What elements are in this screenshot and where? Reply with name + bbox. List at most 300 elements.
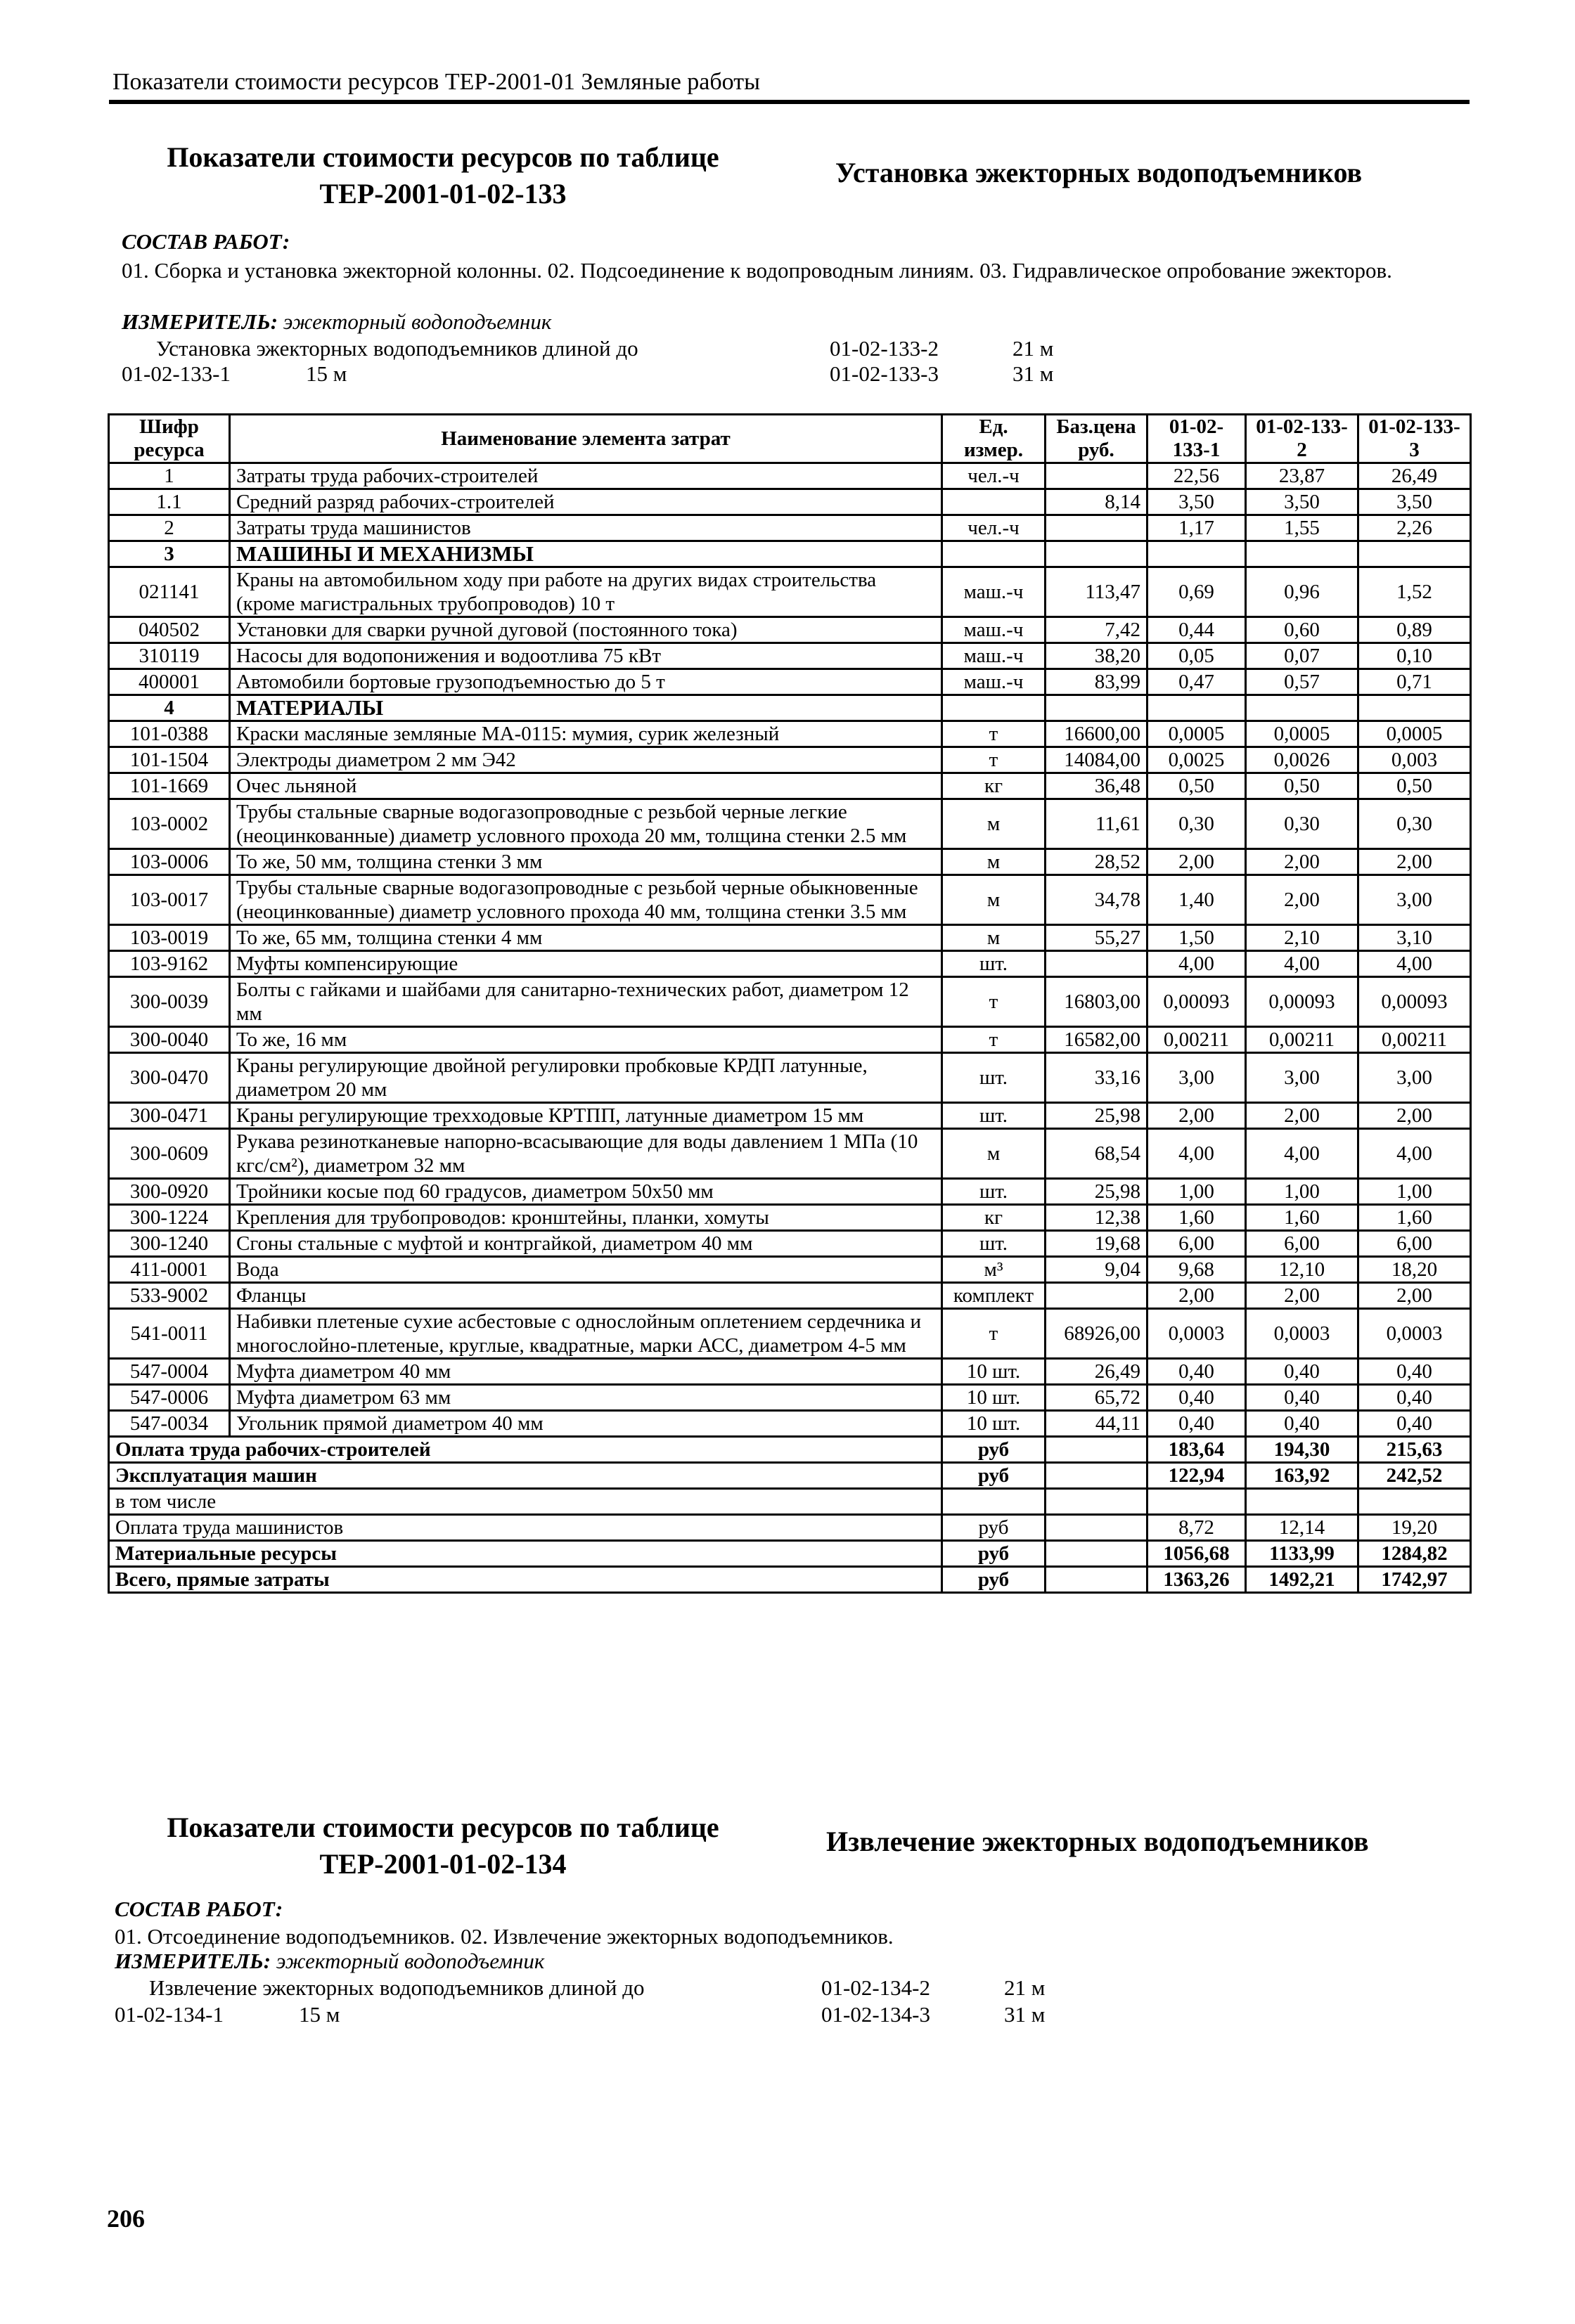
cell-value-2: 0,07 [1246, 643, 1358, 669]
cell-value-3: 1,00 [1358, 1179, 1471, 1205]
cell-code: 300-0039 [109, 977, 230, 1027]
cell-value-2: 0,30 [1246, 799, 1358, 849]
cell-price: 36,48 [1046, 773, 1148, 799]
cell-value-3 [1358, 695, 1471, 721]
cell-code: 533-9002 [109, 1283, 230, 1309]
table-row [109, 773, 1471, 799]
section2-meter-unit: эжекторный водоподъемник [276, 1949, 545, 1973]
cell-price: 25,98 [1046, 1179, 1148, 1205]
section1-work-label: СОСТАВ РАБОТ: [122, 229, 290, 254]
cell-value-1: 0,30 [1148, 799, 1246, 849]
header-price: Баз.цена руб. [1046, 415, 1148, 463]
cell-code: 021141 [109, 567, 230, 617]
cell-value-1: 0,00093 [1148, 977, 1246, 1027]
section1-variant-code: 01-02-133-3 [830, 361, 939, 386]
cell-value-1: 22,56 [1148, 463, 1246, 489]
summary-row [109, 1437, 1471, 1463]
cell-name: Угольник прямой диаметром 40 мм [230, 1411, 942, 1437]
section2-variant-code: 01-02-134-2 [821, 1975, 930, 2000]
cell-unit: чел.-ч [942, 515, 1046, 541]
cell-unit: м [942, 799, 1046, 849]
cell-value-3: 4,00 [1358, 1129, 1471, 1179]
cell-name: Тройники косые под 60 градусов, диаметром 50х50 мм [230, 1179, 942, 1205]
table-row [109, 747, 1471, 773]
cell-value-3: 3,50 [1358, 489, 1471, 515]
cell-value-3: 0,30 [1358, 799, 1471, 849]
section1-variant-code: 01-02-133-2 [830, 336, 939, 361]
section1-meter-label: ИЗМЕРИТЕЛЬ: [122, 309, 278, 334]
cell-value-2: 2,00 [1246, 849, 1358, 875]
section2-heading-line2: ТЕР-2001-01-02-134 [319, 1848, 567, 1880]
cell-unit: т [942, 747, 1046, 773]
table-row [109, 849, 1471, 875]
cell-value-2: 1,60 [1246, 1205, 1358, 1231]
cell-value-1: 0,69 [1148, 567, 1246, 617]
cell-code: 300-0471 [109, 1103, 230, 1129]
cell-price: 7,42 [1046, 617, 1148, 643]
cell-code: 547-0034 [109, 1411, 230, 1437]
section1-heading [155, 139, 731, 212]
cell-value-3: 2,00 [1358, 1283, 1471, 1309]
table-row [109, 1257, 1471, 1283]
header-col3: 01-02-133-3 [1358, 415, 1471, 463]
section2-variants-intro: Извлечение эжекторных водоподъемников длиной до [149, 1975, 645, 2000]
cell-value-1: 1,00 [1148, 1179, 1246, 1205]
cell-value-2 [1246, 695, 1358, 721]
table-section-row [109, 695, 1471, 721]
cell-code: 103-0006 [109, 849, 230, 875]
cell-price: 68926,00 [1046, 1309, 1148, 1359]
cell-code: 103-0019 [109, 925, 230, 951]
cell-value-1: 0,05 [1148, 643, 1246, 669]
cell-value-1: 0,47 [1148, 669, 1246, 695]
table-row [109, 1205, 1471, 1231]
cell-code: 3 [109, 541, 230, 567]
table-row [109, 515, 1471, 541]
cell-value-3: 1,60 [1358, 1205, 1471, 1231]
cell-price: 28,52 [1046, 849, 1148, 875]
summary-value-1 [1148, 1489, 1246, 1515]
section1-heading-line2: ТЕР-2001-01-02-133 [319, 178, 567, 209]
cell-price: 16600,00 [1046, 721, 1148, 747]
summary-value-3 [1358, 1489, 1471, 1515]
cell-unit: комплект [942, 1283, 1046, 1309]
summary-label: в том числе [109, 1489, 942, 1515]
cell-value-2: 0,60 [1246, 617, 1358, 643]
cell-code: 101-1504 [109, 747, 230, 773]
cell-code: 300-0609 [109, 1129, 230, 1179]
cell-unit: кг [942, 773, 1046, 799]
cell-name: Крепления для трубопроводов: кронштейны, планки, хомуты [230, 1205, 942, 1231]
cell-unit: т [942, 721, 1046, 747]
table-row [109, 1385, 1471, 1411]
cell-price: 68,54 [1046, 1129, 1148, 1179]
cell-code: 547-0004 [109, 1359, 230, 1385]
cell-price: 83,99 [1046, 669, 1148, 695]
cell-price [1046, 515, 1148, 541]
summary-label: Оплата труда машинистов [109, 1515, 942, 1541]
cell-value-2: 6,00 [1246, 1231, 1358, 1257]
cell-value-1: 0,0025 [1148, 747, 1246, 773]
cell-unit: м [942, 925, 1046, 951]
section1-meter-unit: эжекторный водоподъемник [283, 309, 552, 334]
cell-value-2: 0,0026 [1246, 747, 1358, 773]
cell-value-3: 0,00093 [1358, 977, 1471, 1027]
cell-value-1: 0,0005 [1148, 721, 1246, 747]
cell-code: 411-0001 [109, 1257, 230, 1283]
summary-unit [942, 1489, 1046, 1515]
cell-name: Муфта диаметром 63 мм [230, 1385, 942, 1411]
cell-value-2: 0,57 [1246, 669, 1358, 695]
summary-label: Оплата труда рабочих-строителей [109, 1437, 942, 1463]
cell-name: То же, 50 мм, толщина стенки 3 мм [230, 849, 942, 875]
summary-value-3: 1742,97 [1358, 1567, 1471, 1593]
cell-value-1: 0,40 [1148, 1411, 1246, 1437]
table-body [109, 463, 1471, 1593]
summary-value-1: 8,72 [1148, 1515, 1246, 1541]
cell-value-2: 0,40 [1246, 1411, 1358, 1437]
cell-name: Муфта диаметром 40 мм [230, 1359, 942, 1385]
cell-price: 14084,00 [1046, 747, 1148, 773]
cell-price: 55,27 [1046, 925, 1148, 951]
cell-unit: 10 шт. [942, 1411, 1046, 1437]
cell-name: Краны на автомобильном ходу при работе на других видах строительства (кроме магистральных трубопроводов) 10 т [230, 567, 942, 617]
summary-price [1046, 1489, 1148, 1515]
cell-value-3: 0,89 [1358, 617, 1471, 643]
table-header-row [109, 415, 1471, 463]
header-col1: 01-02-133-1 [1148, 415, 1246, 463]
cell-value-2: 3,00 [1246, 1053, 1358, 1103]
section1-variant-length: 21 м [1012, 336, 1054, 361]
cell-unit: 10 шт. [942, 1385, 1046, 1411]
cell-value-2: 0,0003 [1246, 1309, 1358, 1359]
section2-work-text: 01. Отсоединение водоподъемников. 02. Извлечение эжекторных водоподъемников. [115, 1924, 894, 1949]
section2-variant-length: 31 м [1004, 2002, 1046, 2027]
running-header: Показатели стоимости ресурсов ТЕР-2001-01 Земляные работы [112, 69, 760, 95]
cell-name: Средний разряд рабочих-строителей [230, 489, 942, 515]
summary-price [1046, 1515, 1148, 1541]
summary-price [1046, 1463, 1148, 1489]
summary-price [1046, 1437, 1148, 1463]
summary-value-3: 215,63 [1358, 1437, 1471, 1463]
cell-price [1046, 1283, 1148, 1309]
summary-price [1046, 1541, 1148, 1567]
cell-value-1: 0,0003 [1148, 1309, 1246, 1359]
cell-price: 44,11 [1046, 1411, 1148, 1437]
cell-value-1: 1,60 [1148, 1205, 1246, 1231]
cell-unit: т [942, 1309, 1046, 1359]
table-section-row [109, 541, 1471, 567]
cell-unit: шт. [942, 1179, 1046, 1205]
table-row [109, 875, 1471, 925]
summary-row [109, 1489, 1471, 1515]
summary-value-3: 1284,82 [1358, 1541, 1471, 1567]
table-row [109, 1283, 1471, 1309]
page-number: 206 [107, 2204, 145, 2233]
table-row [109, 799, 1471, 849]
cell-unit [942, 695, 1046, 721]
summary-label: Всего, прямые затраты [109, 1567, 942, 1593]
cell-value-3: 0,71 [1358, 669, 1471, 695]
summary-value-1: 1056,68 [1148, 1541, 1246, 1567]
table-row [109, 669, 1471, 695]
cell-unit: кг [942, 1205, 1046, 1231]
cell-price: 113,47 [1046, 567, 1148, 617]
cell-value-3: 2,26 [1358, 515, 1471, 541]
summary-price [1046, 1567, 1148, 1593]
table-row [109, 1027, 1471, 1053]
cell-price [1046, 541, 1148, 567]
cell-value-2 [1246, 541, 1358, 567]
cell-name: Набивки плетеные сухие асбестовые с однослойным оплетением сердечника и многослойно-плетеные, круглые, квадратные, марки АСС, диаметром 4-5 мм [230, 1309, 942, 1359]
summary-value-2: 1133,99 [1246, 1541, 1358, 1567]
cell-value-2: 4,00 [1246, 1129, 1358, 1179]
cell-value-2: 3,50 [1246, 489, 1358, 515]
cell-name: МАШИНЫ И МЕХАНИЗМЫ [230, 541, 942, 567]
cell-price: 16803,00 [1046, 977, 1148, 1027]
cell-unit: шт. [942, 1103, 1046, 1129]
section2-variant-length: 21 м [1004, 1975, 1046, 2000]
cell-value-1: 3,00 [1148, 1053, 1246, 1103]
cell-code: 103-0002 [109, 799, 230, 849]
section1-meter [122, 309, 551, 335]
cell-name: Болты с гайками и шайбами для санитарно-технических работ, диаметром 12 мм [230, 977, 942, 1027]
cell-value-1: 0,40 [1148, 1385, 1246, 1411]
cell-value-3: 6,00 [1358, 1231, 1471, 1257]
cell-value-1: 1,40 [1148, 875, 1246, 925]
cell-name: Автомобили бортовые грузоподъемностью до 5 т [230, 669, 942, 695]
cell-unit [942, 489, 1046, 515]
cell-unit: 10 шт. [942, 1359, 1046, 1385]
cell-name: Затраты труда рабочих-строителей [230, 463, 942, 489]
cell-unit: шт. [942, 1053, 1046, 1103]
cell-price: 16582,00 [1046, 1027, 1148, 1053]
table-row [109, 643, 1471, 669]
section1-variants-intro: Установка эжекторных водоподъемников длиной до [156, 336, 638, 361]
cell-value-1: 1,17 [1148, 515, 1246, 541]
cell-value-3: 2,00 [1358, 1103, 1471, 1129]
cell-code: 541-0011 [109, 1309, 230, 1359]
section1-work-text: 01. Сборка и установка эжекторной колонны. 02. Подсоединение к водопроводным линиям. 03. Гидравлическое опробование эжекторов. [122, 258, 1392, 283]
cell-value-1: 2,00 [1148, 849, 1246, 875]
cell-price [1046, 951, 1148, 977]
cell-unit: м [942, 875, 1046, 925]
cell-value-2: 4,00 [1246, 951, 1358, 977]
cell-unit: маш.-ч [942, 617, 1046, 643]
cell-value-1: 0,00211 [1148, 1027, 1246, 1053]
cell-price: 65,72 [1046, 1385, 1148, 1411]
table-row [109, 1103, 1471, 1129]
section2-meter [115, 1949, 544, 1974]
summary-value-2: 12,14 [1246, 1515, 1358, 1541]
cell-code: 300-0470 [109, 1053, 230, 1103]
cell-unit [942, 541, 1046, 567]
table-row [109, 1129, 1471, 1179]
cell-price: 26,49 [1046, 1359, 1148, 1385]
cell-value-3: 0,40 [1358, 1359, 1471, 1385]
header-code: Шифр ресурса [109, 415, 230, 463]
header-name: Наименование элемента затрат [230, 415, 942, 463]
summary-value-1: 122,94 [1148, 1463, 1246, 1489]
cell-value-1: 6,00 [1148, 1231, 1246, 1257]
section1-title: Установка эжекторных водоподъемников [835, 157, 1363, 188]
table-row [109, 721, 1471, 747]
cell-name: Краски масляные земляные МА-0115: мумия, сурик железный [230, 721, 942, 747]
summary-unit: руб [942, 1437, 1046, 1463]
cell-value-1: 2,00 [1148, 1103, 1246, 1129]
cell-price: 33,16 [1046, 1053, 1148, 1103]
section2-heading [155, 1809, 731, 1883]
cell-code: 2 [109, 515, 230, 541]
cell-price: 38,20 [1046, 643, 1148, 669]
cell-unit: маш.-ч [942, 567, 1046, 617]
cell-name: Вода [230, 1257, 942, 1283]
section2-variant-length: 15 м [299, 2002, 340, 2027]
cell-value-1: 9,68 [1148, 1257, 1246, 1283]
cell-value-3: 3,00 [1358, 875, 1471, 925]
cell-value-2: 1,00 [1246, 1179, 1358, 1205]
cell-value-2: 0,40 [1246, 1385, 1358, 1411]
summary-value-2 [1246, 1489, 1358, 1515]
cell-value-1: 2,00 [1148, 1283, 1246, 1309]
cell-name: То же, 16 мм [230, 1027, 942, 1053]
section1-heading-line1: Показатели стоимости ресурсов по таблице [167, 141, 719, 173]
summary-value-3: 242,52 [1358, 1463, 1471, 1489]
cell-value-2: 1,55 [1246, 515, 1358, 541]
summary-unit: руб [942, 1541, 1046, 1567]
cell-price: 25,98 [1046, 1103, 1148, 1129]
table-row [109, 463, 1471, 489]
cell-code: 040502 [109, 617, 230, 643]
cell-value-3: 0,003 [1358, 747, 1471, 773]
table-row [109, 977, 1471, 1027]
cell-value-3: 4,00 [1358, 951, 1471, 977]
summary-unit: руб [942, 1567, 1046, 1593]
section2-variant-code: 01-02-134-1 [115, 2002, 224, 2027]
header-col2: 01-02-133-2 [1246, 415, 1358, 463]
cell-value-3: 3,00 [1358, 1053, 1471, 1103]
section2-work-label: СОСТАВ РАБОТ: [115, 1897, 283, 1921]
cell-unit: маш.-ч [942, 669, 1046, 695]
table-row [109, 1411, 1471, 1437]
cell-value-1: 4,00 [1148, 1129, 1246, 1179]
cell-name: Краны регулирующие двойной регулировки пробковые КРДП латунные, диаметром 20 мм [230, 1053, 942, 1103]
cell-code: 300-1224 [109, 1205, 230, 1231]
table-row [109, 925, 1471, 951]
section2-meter-label: ИЗМЕРИТЕЛЬ: [115, 1949, 271, 1973]
table-row [109, 951, 1471, 977]
cell-code: 1.1 [109, 489, 230, 515]
cell-value-3: 18,20 [1358, 1257, 1471, 1283]
cell-value-1: 0,40 [1148, 1359, 1246, 1385]
cell-unit: маш.-ч [942, 643, 1046, 669]
cell-code: 4 [109, 695, 230, 721]
cell-code: 547-0006 [109, 1385, 230, 1411]
cell-unit: м³ [942, 1257, 1046, 1283]
summary-row [109, 1463, 1471, 1489]
cell-name: Насосы для водопонижения и водоотлива 75 кВт [230, 643, 942, 669]
cell-value-2: 0,40 [1246, 1359, 1358, 1385]
table-row [109, 489, 1471, 515]
resource-table [108, 413, 1472, 1594]
summary-value-2: 1492,21 [1246, 1567, 1358, 1593]
cell-price: 19,68 [1046, 1231, 1148, 1257]
cell-code: 101-0388 [109, 721, 230, 747]
cell-price: 12,38 [1046, 1205, 1148, 1231]
cell-unit: чел.-ч [942, 463, 1046, 489]
cell-unit: шт. [942, 1231, 1046, 1257]
cell-code: 310119 [109, 643, 230, 669]
cell-value-1: 4,00 [1148, 951, 1246, 977]
cell-price [1046, 695, 1148, 721]
cell-value-2: 2,00 [1246, 1283, 1358, 1309]
cell-code: 101-1669 [109, 773, 230, 799]
table-row [109, 1053, 1471, 1103]
cell-name: Установки для сварки ручной дуговой (постоянного тока) [230, 617, 942, 643]
section1-variant-code: 01-02-133-1 [122, 361, 231, 386]
cell-value-3: 1,52 [1358, 567, 1471, 617]
cell-name: Очес льняной [230, 773, 942, 799]
summary-unit: руб [942, 1515, 1046, 1541]
cell-unit: т [942, 1027, 1046, 1053]
cell-unit: м [942, 1129, 1046, 1179]
cell-name: То же, 65 мм, толщина стенки 4 мм [230, 925, 942, 951]
cell-value-2: 23,87 [1246, 463, 1358, 489]
cell-value-2: 0,96 [1246, 567, 1358, 617]
cell-value-1: 3,50 [1148, 489, 1246, 515]
cell-name: Фланцы [230, 1283, 942, 1309]
cell-value-1 [1148, 541, 1246, 567]
summary-label: Эксплуатация машин [109, 1463, 942, 1489]
cell-name: Электроды диаметром 2 мм Э42 [230, 747, 942, 773]
summary-value-2: 194,30 [1246, 1437, 1358, 1463]
section2-variant-code: 01-02-134-3 [821, 2002, 930, 2027]
cell-value-3: 2,00 [1358, 849, 1471, 875]
cell-price: 9,04 [1046, 1257, 1148, 1283]
cell-code: 300-1240 [109, 1231, 230, 1257]
cell-code: 400001 [109, 669, 230, 695]
cell-value-2: 2,10 [1246, 925, 1358, 951]
cell-price: 34,78 [1046, 875, 1148, 925]
cell-value-2: 0,0005 [1246, 721, 1358, 747]
cell-name: МАТЕРИАЛЫ [230, 695, 942, 721]
cell-name: Трубы стальные сварные водогазопроводные с резьбой черные легкие (неоцинкованные) диаметр условного прохода 20 мм, толщина стенки 2.5 мм [230, 799, 942, 849]
cell-price [1046, 463, 1148, 489]
section1-variant-length: 31 м [1012, 361, 1054, 386]
cell-unit: м [942, 849, 1046, 875]
table-row [109, 1359, 1471, 1385]
summary-row [109, 1567, 1471, 1593]
cell-value-3: 0,0003 [1358, 1309, 1471, 1359]
cell-value-3: 3,10 [1358, 925, 1471, 951]
section2-heading-line1: Показатели стоимости ресурсов по таблице [167, 1812, 719, 1843]
cell-name: Рукава резинотканевые напорно-всасывающие для воды давлением 1 МПа (10 кгс/см²), диаметром 32 мм [230, 1129, 942, 1179]
table-row [109, 1231, 1471, 1257]
summary-value-1: 183,64 [1148, 1437, 1246, 1463]
cell-value-3: 0,50 [1358, 773, 1471, 799]
table-row [109, 617, 1471, 643]
summary-row [109, 1541, 1471, 1567]
cell-name: Трубы стальные сварные водогазопроводные с резьбой черные обыкновенные (неоцинкованные) диаметр условного прохода 40 мм, толщина стенки 3.5 мм [230, 875, 942, 925]
summary-value-1: 1363,26 [1148, 1567, 1246, 1593]
cell-value-2: 0,00211 [1246, 1027, 1358, 1053]
summary-value-3: 19,20 [1358, 1515, 1471, 1541]
summary-value-2: 163,92 [1246, 1463, 1358, 1489]
cell-unit: т [942, 977, 1046, 1027]
cell-value-3: 0,40 [1358, 1411, 1471, 1437]
cell-value-1: 0,44 [1148, 617, 1246, 643]
cell-value-1 [1148, 695, 1246, 721]
